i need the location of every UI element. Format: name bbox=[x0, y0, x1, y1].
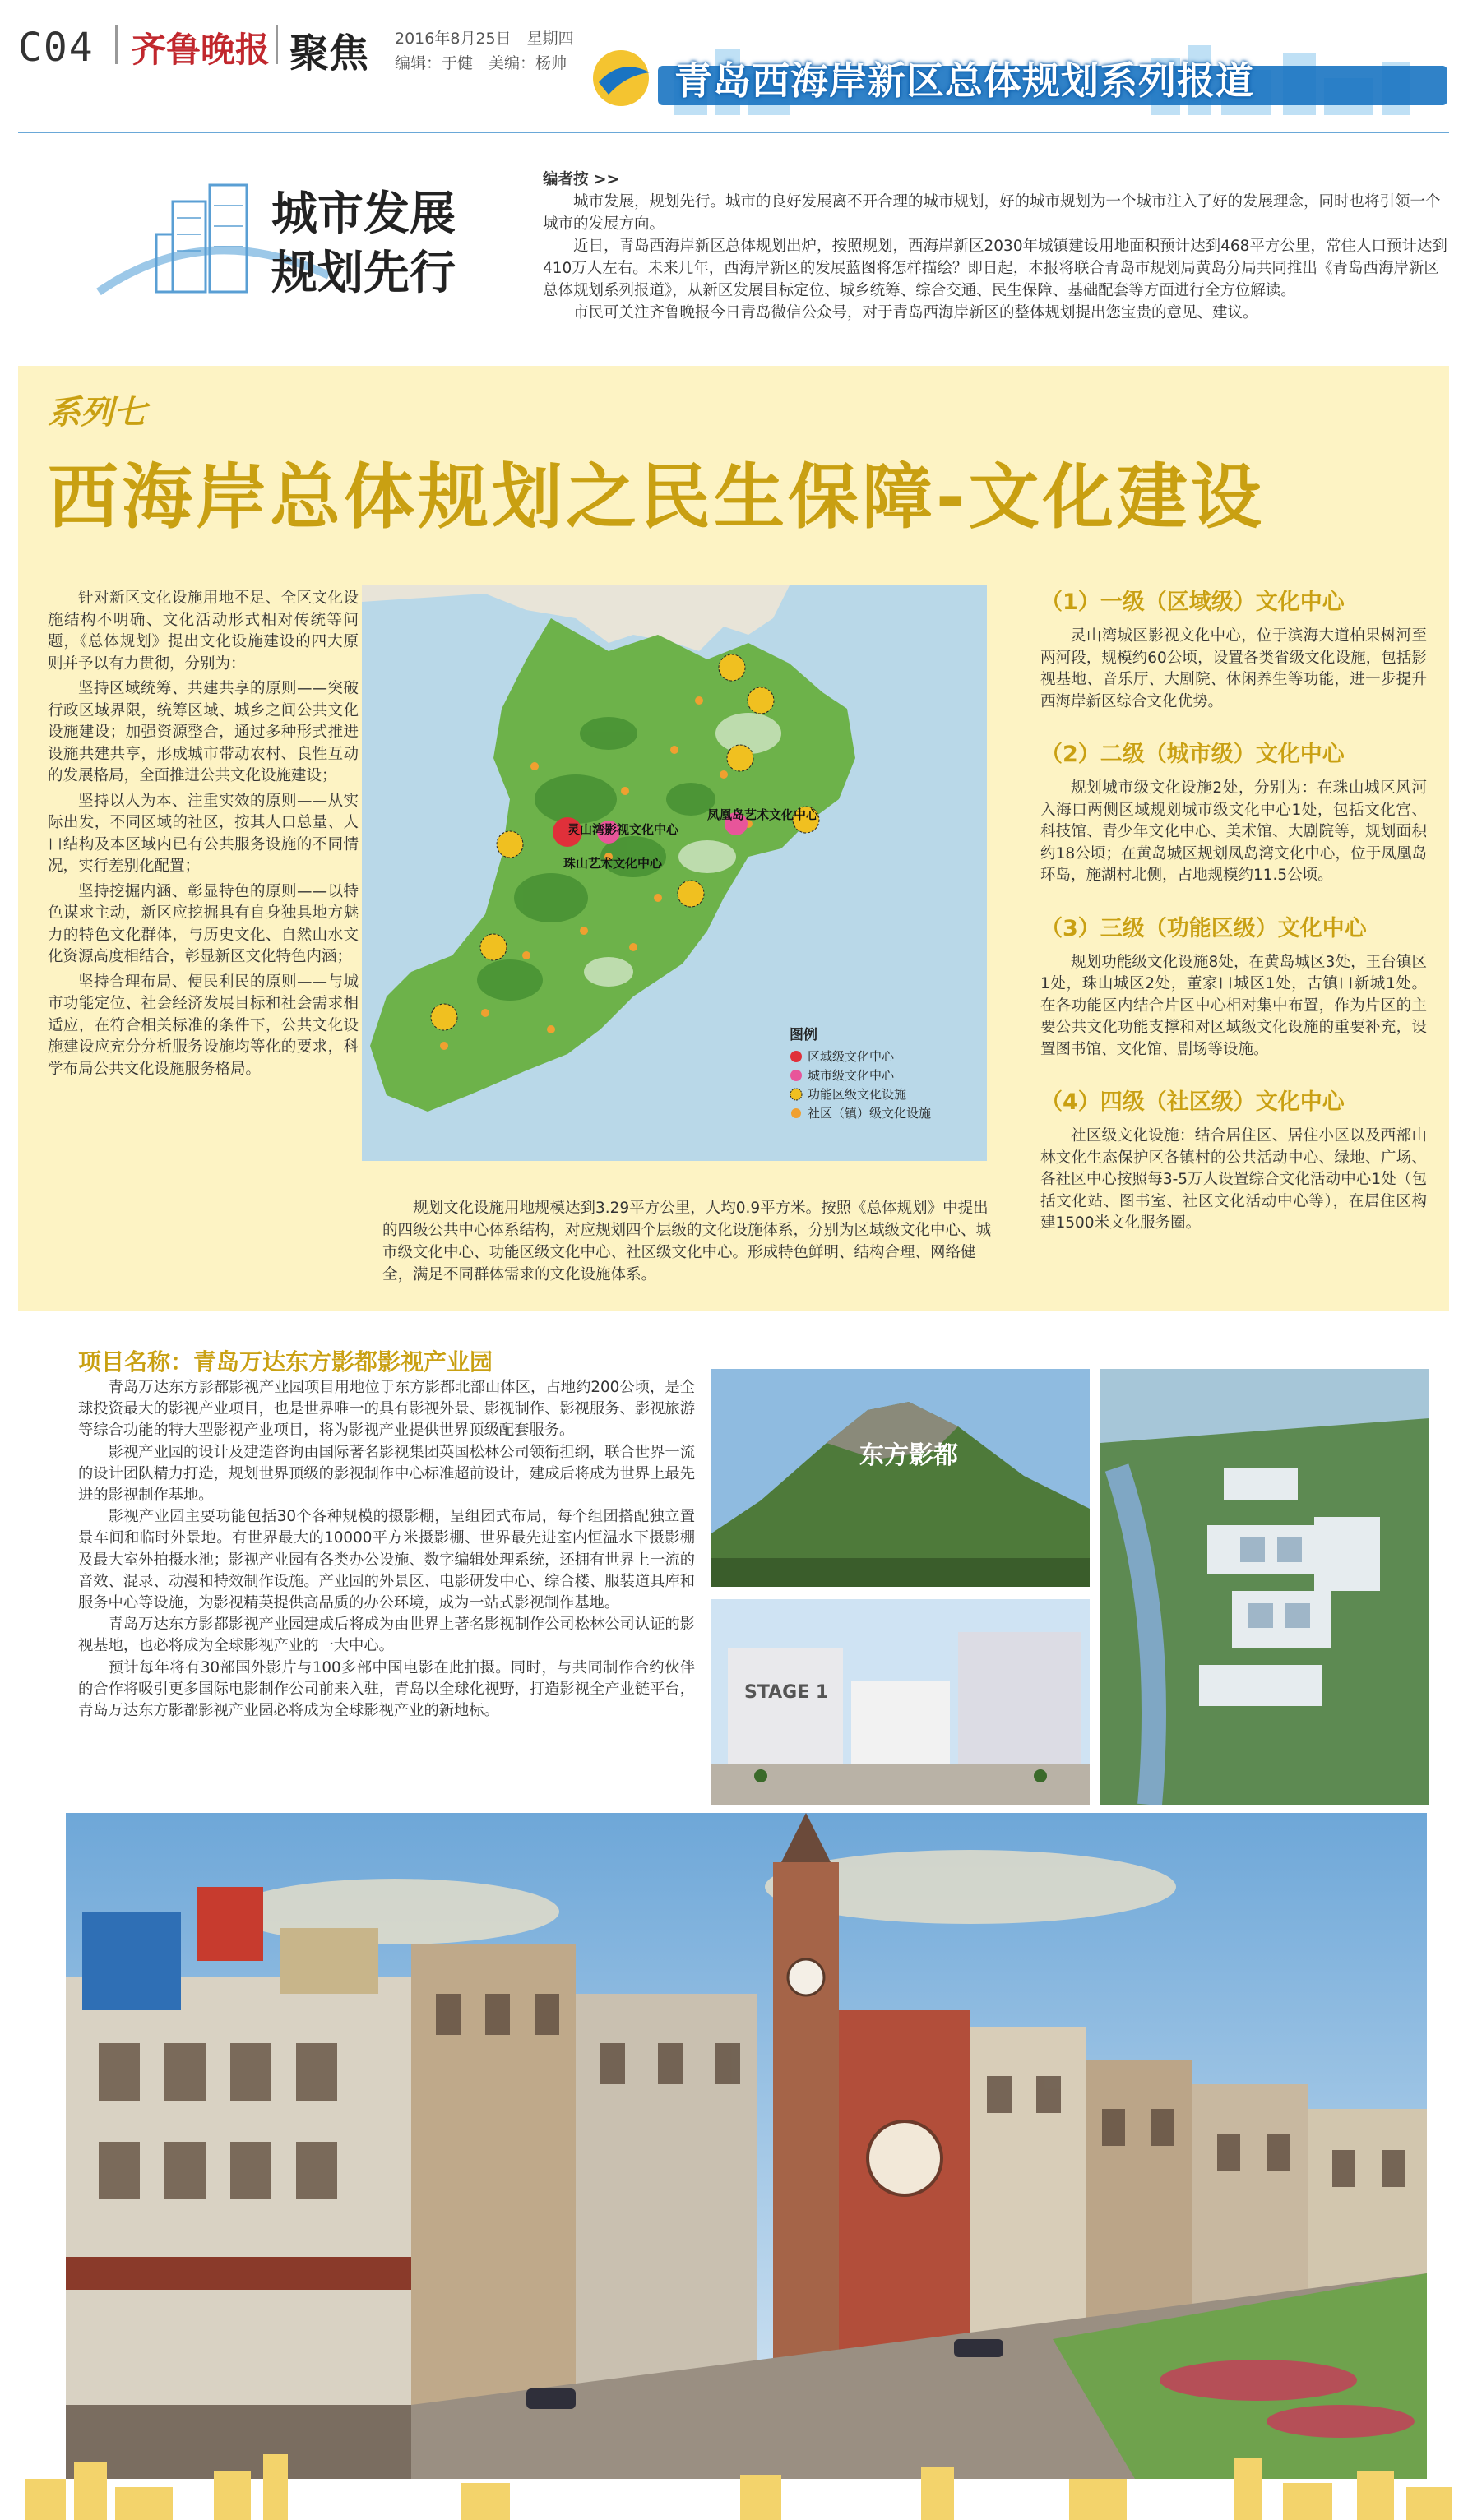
project-paragraph: 青岛万达东方影都影视产业园项目用地位于东方影都北部山体区，占地约200公顷，是全球投资最大的影视产业项目，也是世界唯一的具有影视外景、影视制作、影视服务、影视旅游等综合功能的特大型影视产业项目，将为影视产业提供世界顶级配套服务。 bbox=[78, 1379, 695, 1440]
banner-title: 青岛西海岸新区总体规划系列报道 bbox=[674, 58, 1254, 103]
legend-swatch bbox=[791, 1108, 801, 1118]
intro-title-line1: 城市发展 bbox=[271, 187, 456, 241]
level-heading: （3）三级（功能区级）文化中心 bbox=[1040, 915, 1367, 941]
principle-paragraph: 针对新区文化设施用地不足、全区文化设施结构不明确、文化活动形式相对传统等问题，《总体规划》提出文化设施建设的四大原则并予以有力贯彻，分别为： bbox=[48, 590, 359, 673]
principles-column bbox=[48, 588, 359, 1084]
map-label: 灵山湾影视文化中心 bbox=[567, 822, 679, 837]
principle-paragraph: 坚持区域统筹、共建共享的原则——突破行政区域界限，统筹区域、城乡之间公共文化设施建设；加强资源整合，通过多种形式推进设施共建共享，形成城市带动农村、良性互动的发展格局，全面推进公共文化设施建设； bbox=[48, 680, 359, 784]
editor-note-paragraph: 近日，青岛西海岸新区总体规划出炉，按照规划，西海岸新区2030年城镇建设用地面积预计达到468平方公里，常住人口预计达到410万人左右。未来几年，西海岸新区的发展蓝图将怎样描绘？即日起，本报将联合青岛市规划局黄岛分局共同推出《青岛西海岸新区总体规划系列报道》，从新区发展目标定位、城乡统筹、综合交通、民生保障、基础配套等方面进行全方位解读。 bbox=[543, 238, 1447, 299]
stage-label: STAGE 1 bbox=[744, 1682, 829, 1703]
map-label: 凤凰岛艺术文化中心 bbox=[707, 807, 819, 822]
legend-item: 城市级文化中心 bbox=[808, 1068, 895, 1083]
levels-column bbox=[1040, 584, 1427, 1258]
legend-swatch bbox=[790, 1089, 802, 1100]
film-street-rendering bbox=[66, 1813, 1427, 2479]
footer-skyline bbox=[0, 2446, 1468, 2520]
culture-facility-map bbox=[362, 585, 987, 1161]
project-paragraph: 影视产业园的设计及建造咨询由国际著名影视集团英国松林公司领衔担纲，联合世界一流的设计团队精力打造，规划世界顶级的影视制作中心标准超前设计，建成后将成为世界上最先进的影视制作基地。 bbox=[78, 1443, 695, 1505]
intro-title bbox=[271, 185, 456, 303]
editor-note bbox=[543, 169, 1447, 324]
level-heading: （1）一级（区域级）文化中心 bbox=[1040, 590, 1345, 615]
project-text bbox=[78, 1377, 695, 1722]
project-paragraph: 预计每年将有30部国外影片与100多部中国电影在此拍摄。同时，与共同制作合约伙伴的合作将吸引更多国际电影制作公司前来入驻，青岛以全球化视野，打造影视全产业链平台，青岛万达东方影都影视产业园必将成为全球影视产业的新地标。 bbox=[78, 1658, 695, 1720]
aerial-park-photo bbox=[1100, 1369, 1429, 1805]
legend-swatch bbox=[790, 1070, 802, 1081]
project-paragraph: 影视产业园主要功能包括30个各种规模的摄影棚，呈组团式布局，每个组团搭配独立置景车间和临时外景地。有世界最大的10000平方米摄影棚、世界最先进室内恒温水下摄影棚及最大室外拍摄水池；影视产业园有各类办公设施、数字编辑处理系统，还拥有世界上一流的音效、混录、动漫和特效制作设施。产业园的外景区、电影研发中心、综合楼、服装道具库和服务中心等设施，为影视精英提供高品质的办公环境，成为一站式影视制作基地。 bbox=[78, 1508, 695, 1612]
level-body: 规划功能级文化设施8处，在黄岛城区3处，王台镇区1处，珠山城区2处，董家口城区1处，古镇口新城1处。在各功能区内结合片区中心相对集中布置，作为片区的主要公共文化功能支撑和对区域级文化设施的重要补充，设置图书馆、文化馆、剧场等设施。 bbox=[1040, 953, 1427, 1058]
level-body: 规划城市级文化设施2处，分别为：在珠山城区风河入海口两侧区域规划城市级文化中心1处，包括文化宫、科技馆、青少年文化中心、美术馆、大剧院等，规划面积约18公顷；在黄岛城区规划凤岛湾文化中心，位于凤凰岛环岛，施湖村北侧，占地规模约11.5公顷。 bbox=[1040, 779, 1427, 884]
legend-item: 社区（镇）级文化设施 bbox=[808, 1106, 932, 1121]
issue-meta bbox=[395, 26, 574, 76]
page-number: C04 bbox=[18, 25, 95, 71]
level-body: 社区级文化设施：结合居住区、居住小区以及西部山林文化生态保护区各镇村的公共活动中心、绿地、广场、各社区中心按照每3-5万人设置综合文化活动中心1处（包括文化站、图书室、社区文化活动中心等），在居住区构建1500米文化服务圈。 bbox=[1040, 1127, 1427, 1232]
series-title: 西海岸总体规划之民生保障-文化建设 bbox=[48, 456, 1265, 539]
principle-paragraph: 坚持合理布局、便民利民的原则——与城市功能定位、社会经济发展目标和社会需求相适应，在符合相关标准的条件下，公共文化设施建设应充分分析服务设施均等化的要求，科学布局公共文化设施服务格局。 bbox=[48, 973, 359, 1078]
legend-title: 图例 bbox=[790, 1027, 817, 1043]
mountain-sign-text: 东方影都 bbox=[859, 1441, 958, 1470]
newspaper-logo: 齐鲁晚报 bbox=[132, 30, 271, 70]
map-caption: 规划文化设施用地规模达到3.29平方公里，人均0.9平方米。按照《总体规划》中提出的四级公共中心体系结构，对应规划四个层级的文化设施体系，分别为区域级文化中心、城市级文化中心、功能区级文化中心、社区级文化中心。形成特色鲜明、结构合理、网络健全，满足不同群体需求的文化设施体系。 bbox=[382, 1200, 992, 1283]
level-heading: （4）四级（社区级）文化中心 bbox=[1040, 1089, 1345, 1115]
intro-title-line2: 规划先行 bbox=[271, 247, 456, 300]
divider bbox=[115, 25, 118, 64]
legend-item: 功能区级文化设施 bbox=[808, 1087, 907, 1102]
mountain-sign-photo bbox=[711, 1369, 1090, 1587]
editor-note-label: 编者按 >> bbox=[543, 171, 619, 188]
editor-note-paragraph: 市民可关注齐鲁晚报今日青岛微信公众号，对于青岛西海岸新区的整体规划提出您宝贵的意见、建议。 bbox=[573, 304, 1258, 321]
issue-editors: 编辑：于健 美编：杨帅 bbox=[395, 54, 567, 72]
project-paragraph: 青岛万达东方影都影视产业园建成后将成为由世界上著名影视制作公司松林公司认证的影视基地，也必将成为全球影视产业的一大中心。 bbox=[78, 1616, 695, 1655]
legend-item: 区域级文化中心 bbox=[808, 1049, 895, 1064]
divider bbox=[276, 25, 278, 64]
principle-paragraph: 坚持挖掘内涵、彰显特色的原则——以特色谋求主动，新区应挖掘具有自身独具地方魅力的特色文化群体，与历史文化、自然山水文化资源高度相结合，彰显新区文化特色内涵； bbox=[48, 882, 359, 965]
level-heading: （2）二级（城市级）文化中心 bbox=[1040, 742, 1345, 767]
editor-note-paragraph: 城市发展，规划先行。城市的良好发展离不开合理的城市规划，好的城市规划为一个城市注入了好的发展理念，同时也将引领一个城市的发展方向。 bbox=[543, 193, 1441, 233]
principle-paragraph: 坚持以人为本、注重实效的原则——从实际出发，不同区域的社区，按其人口总量、人口结构及本区域内已有公共服务设施的不同情况，实行差别化配置； bbox=[48, 792, 359, 875]
studio-street-photo bbox=[711, 1599, 1090, 1805]
project-title: 项目名称：青岛万达东方影都影视产业园 bbox=[78, 1348, 493, 1376]
series-tag: 系列七 bbox=[48, 394, 146, 432]
header-rule bbox=[18, 132, 1449, 133]
section-title: 聚焦 bbox=[289, 30, 369, 76]
legend-swatch bbox=[790, 1051, 802, 1062]
map-label: 珠山艺术文化中心 bbox=[563, 856, 663, 871]
level-body: 灵山湾城区影视文化中心，位于滨海大道柏果树河至两河段，规模约60公顷，设置各类省级文化设施，包括影视基地、音乐厅、大剧院、休闲养生等功能，进一步提升西海岸新区综合文化优势。 bbox=[1040, 627, 1427, 710]
issue-date: 2016年8月25日 星期四 bbox=[395, 30, 574, 48]
